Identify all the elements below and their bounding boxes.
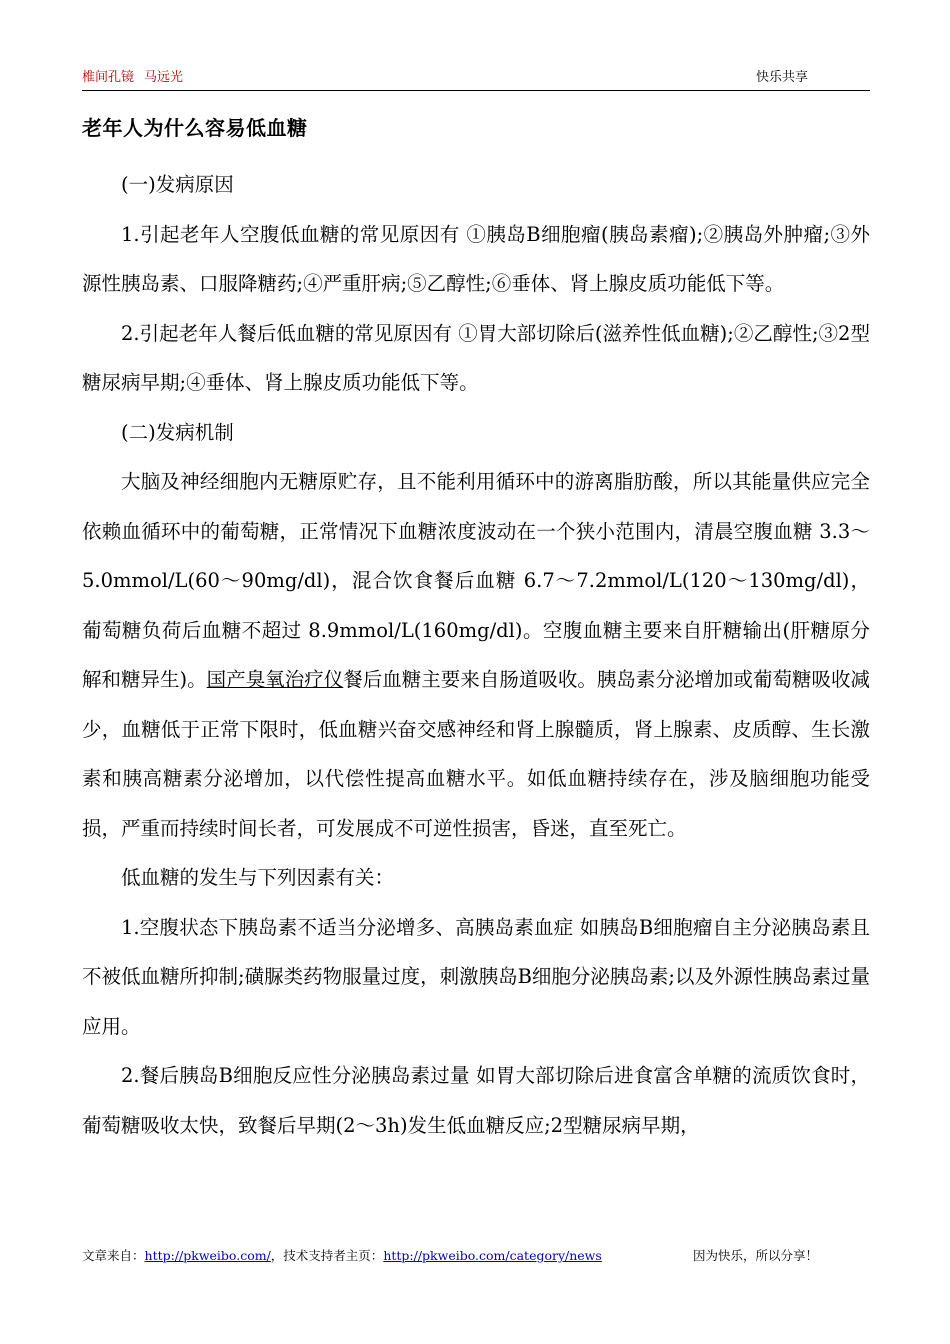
article-body	[82, 160, 870, 1150]
footer-tagline: 因为快乐，所以分享！	[693, 1248, 819, 1263]
paragraph-postprandial-causes: 2.引起老年人餐后低血糖的常见原因有 ①胃大部切除后(滋养性低血糖);②乙醇性;③2型糖尿病早期;④垂体、肾上腺皮质功能低下等。	[82, 321, 870, 394]
paragraph-factor-2: 2.餐后胰岛B细胞反应性分泌胰岛素过量 如胃大部切除后进食富含单糖的流质饮食时，葡萄糖吸收太快，致餐后早期(2～3h)发生低血糖反应;2型糖尿病早期，	[82, 1064, 870, 1137]
section-heading-mechanism: (二)发病机制	[121, 420, 234, 444]
header-site-title: 椎间孔镜	[82, 70, 135, 85]
paragraph-factors-intro: 低血糖的发生与下列因素有关：	[121, 866, 395, 889]
footer-source-link[interactable]: http://pkweibo.com/	[144, 1248, 271, 1263]
mechanism-text-a: 大脑及神经细胞内无糖原贮存，且不能利用循环中的游离脂肪酸，所以其能量供应完全依赖血循环中的葡萄糖，正常情况下血糖浓度波动在一个狭小范围内，清晨空腹血糖 3.3～5.0mmol/L(60～90mg/dl)，混合饮食餐后血糖 6.7～7.2mmol/L(120～130mg/dl)，葡萄糖负荷后血糖不超过 8.9mmol/L(160mg/dl)。空腹血糖主要来自肝糖输出(肝糖原分解和糖异生)。	[82, 470, 870, 691]
ozone-device-link[interactable]: 国产臭氧治疗仪	[206, 668, 344, 691]
paragraph-mechanism	[82, 457, 870, 853]
paragraph-factor-1: 1.空腹状态下胰岛素不适当分泌增多、高胰岛素血症 如胰岛B细胞瘤自主分泌胰岛素且不被低血糖所抑制;磺脲类药物服量过度，刺激胰岛B细胞分泌胰岛素;以及外源性胰岛素过量应用。	[82, 915, 870, 1038]
paragraph-fasting-causes: 1.引起老年人空腹低血糖的常见原因有 ①胰岛B细胞瘤(胰岛素瘤);②胰岛外肿瘤;③外源性胰岛素、口服降糖药;④严重肝病;⑤乙醇性;⑥垂体、肾上腺皮质功能低下等。	[82, 222, 870, 295]
page-footer	[82, 1246, 870, 1264]
page-header	[82, 62, 870, 91]
section-heading-causes: (一)发病原因	[121, 173, 234, 196]
mechanism-text-b: 餐后血糖主要来自肠道吸收。胰岛素分泌增加或葡萄糖吸收减少，血糖低于正常下限时，低血糖兴奋交感神经和肾上腺髓质，肾上腺素、皮质醇、生长激素和胰高糖素分泌增加，以代偿性提高血糖水平。如低血糖持续存在，涉及脑细胞功能受损，严重而持续时间长者，可发展成不可逆性损害，昏迷，直至死亡。	[82, 668, 870, 840]
header-tagline: 快乐共享	[755, 70, 808, 85]
article-title: 老年人为什么容易低血糖	[82, 116, 308, 140]
header-left	[82, 66, 183, 85]
header-author: 马远光	[144, 70, 184, 85]
footer-support-label: ，技术支持者主页：	[270, 1248, 384, 1263]
footer-source-label: 文章来自：	[82, 1248, 145, 1263]
footer-support-link[interactable]: http://pkweibo.com/category/news	[383, 1248, 602, 1263]
